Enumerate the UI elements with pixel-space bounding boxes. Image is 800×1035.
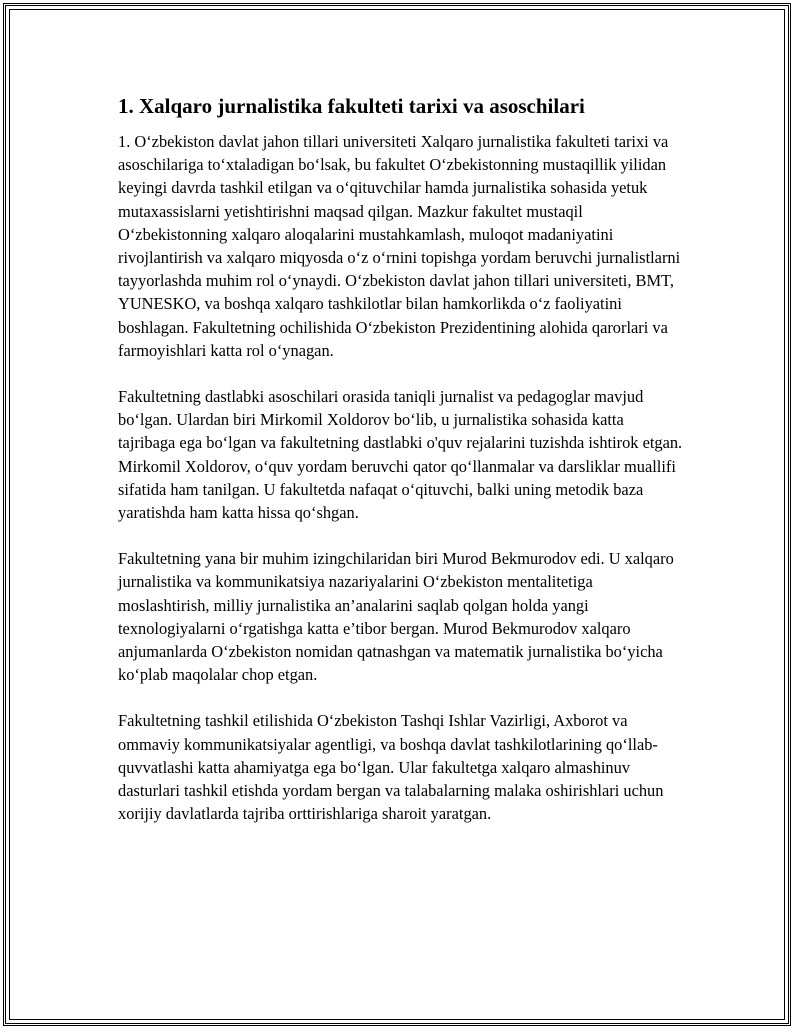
paragraph-4: Fakultetning tashkil etilishida O‘zbekiston Tashqi Ishlar Vazirligi, Axborot va ommaviy kommunikatsiyalar agentligi, va boshqa davlat tashkilotlarining qo‘llab-quvvatlashi katta ahamiyatga ega bo‘lgan. Ular fakultetga xalqaro almashinuv dasturlari tashkil etishda yordam bergan va talabalarning malaka oshirishlari uchun xorijiy davlatlarda tajriba orttirishlariga sharoit yaratgan. xyxy=(118,711,664,824)
paragraph-3: Fakultetning yana bir muhim izingchilaridan biri Murod Bekmurodov edi. U xalqaro jurnalistika va kommunikatsiya nazariyalarini O‘zbekiston mentalitetiga moslashtirish, milliy jurnalistika an’analarini saqlab qolgan holda yangi texnologiyalarni o‘rgatishga katta e’tibor bergan. Murod Bekmurodov xalqaro anjumanlarda O‘zbekiston nomidan qatnashgan va matematik jurnalistika bo‘yicha ko‘plab maqolalar chop etgan. xyxy=(118,549,674,685)
section-heading: 1. Xalqaro jurnalistika fakulteti tarixi va asoschilari xyxy=(118,94,585,118)
paragraph-2: Fakultetning dastlabki asoschilari orasida taniqli jurnalist va pedagoglar mavjud bo‘lgan. Ulardan biri Mirkomil Xoldorov bo‘lib, u jurnalistika sohasida katta tajribaga ega bo‘lgan va fakultetning dastlabki o'quv rejalarini tuzishda ishtirok etgan. Mirkomil Xoldorov, o‘quv yordam beruvchi qator qo‘llanmalar va darsliklar muallifi sifatida ham tanilgan. U fakultetda nafaqat o‘qituvchi, balki uning metodik baza yaratishda ham katta hissa qo‘shgan. xyxy=(118,387,683,523)
document-body xyxy=(118,92,683,848)
paragraph-1: 1. O‘zbekiston davlat jahon tillari universiteti Xalqaro jurnalistika fakulteti tarixi va asoschilariga to‘xtaladigan bo‘lsak, bu fakultet O‘zbekistonning mustaqillik yilidan keyingi davrda tashkil etilgan va o‘qituvchilar hamda jurnalistika sohasida yetuk mutaxassislarni yetishtirishni maqsad qilgan. Mazkur fakultet mustaqil O‘zbekistonning xalqaro aloqalarini mustahkamlash, muloqot madaniyatini rivojlantirish va xalqaro miqyosda o‘z o‘rnini topishga yordam beruvchi jurnalistlarni tayyorlashda muhim rol o‘ynaydi. O‘zbekiston davlat jahon tillari universiteti, BMT, YUNESKO, va boshqa xalqaro tashkilotlar bilan hamkorlikda o‘z faoliyatini boshlagan. Fakultetning ochilishida O‘zbekiston Prezidentining alohida qarorlari va farmoyishlari katta rol o‘ynagan. xyxy=(118,132,681,360)
